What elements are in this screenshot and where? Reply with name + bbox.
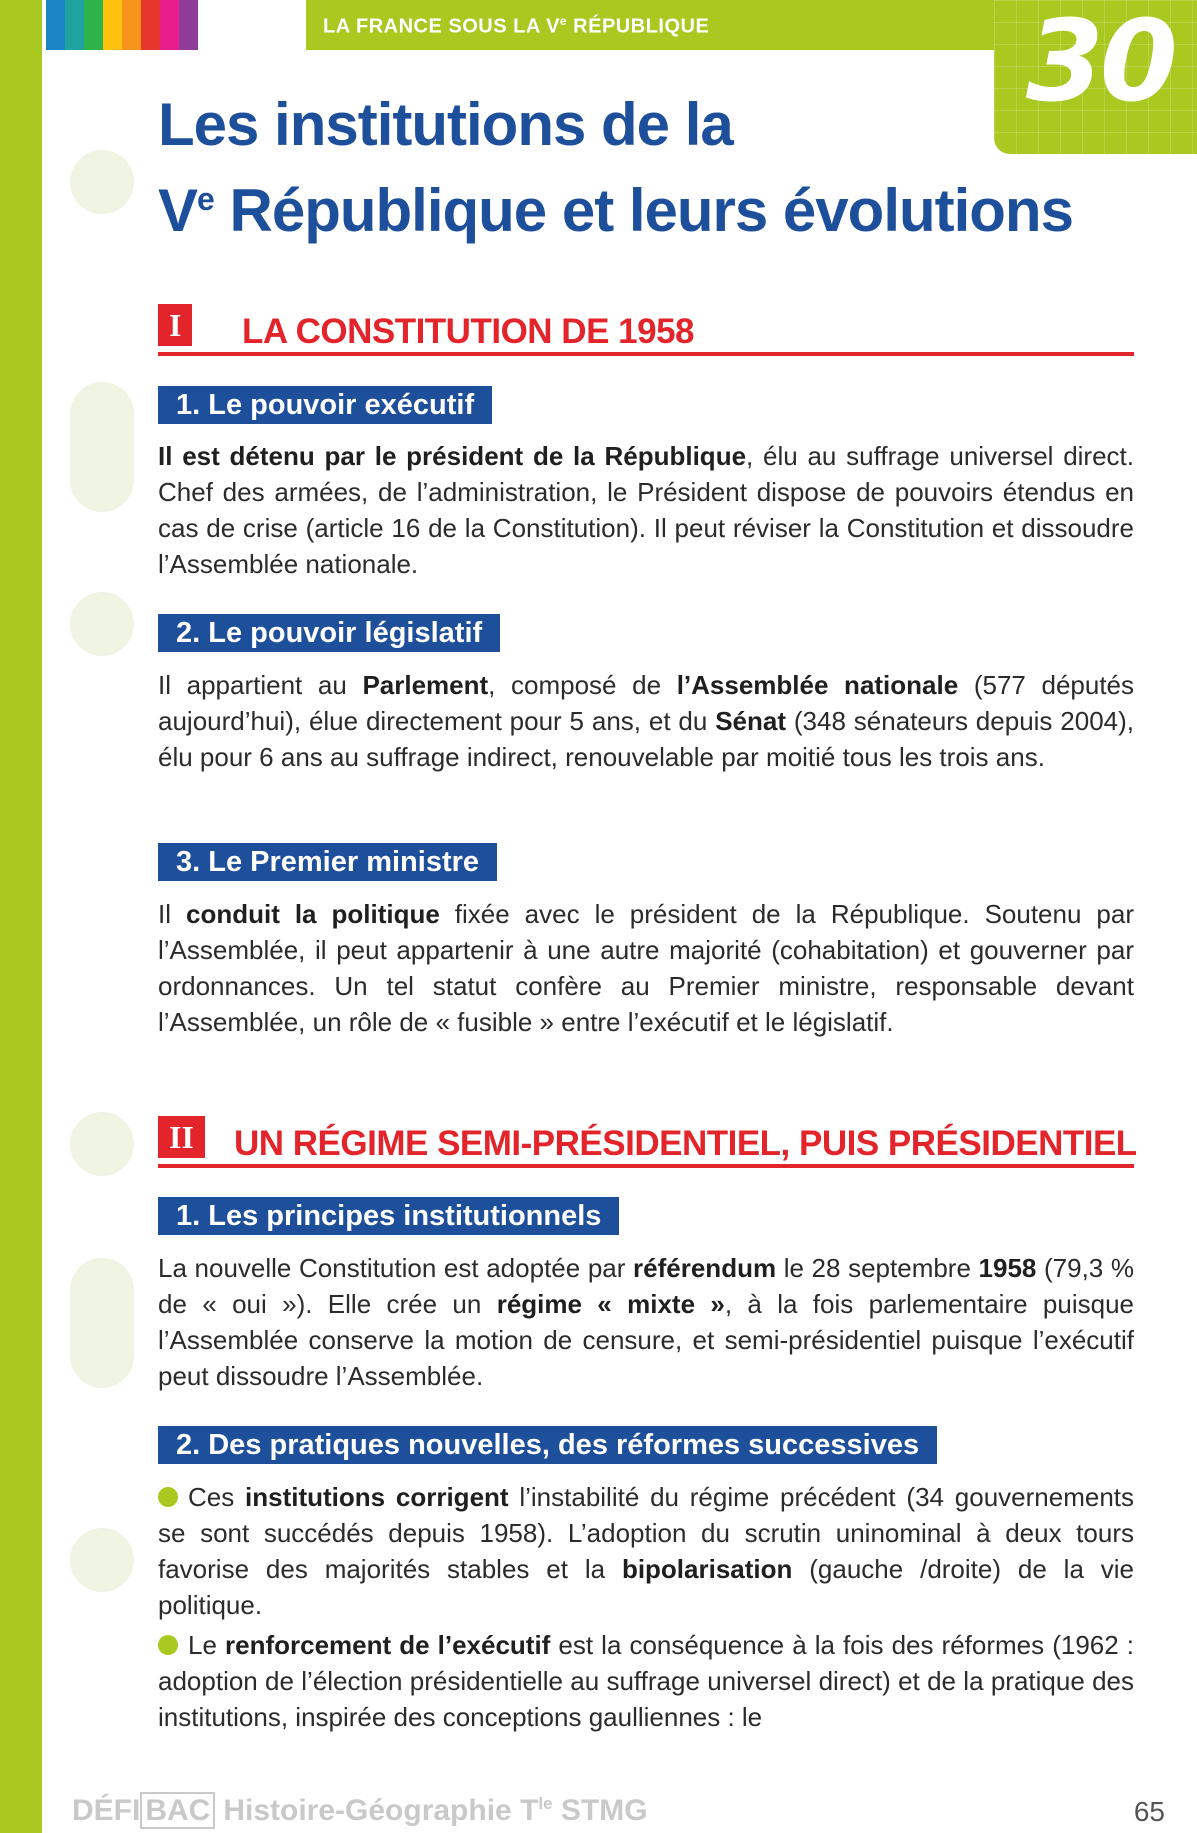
decorative-dot — [70, 150, 134, 214]
subheading-executive: 1. Le pouvoir exécutif — [158, 386, 492, 424]
decorative-dot — [70, 1528, 134, 1592]
paragraph-executive: Il est détenu par le président de la République, élu au suffrage universel direct. Chef des armées, de l’administration, le Président dispose de pouvoirs étendus en cas de crise (article 16 de la Constitution). Il peut réviser la Constitution et dissoudre l’Assemblée nationale. — [158, 441, 1134, 579]
subheading-prime-minister: 3. Le Premier ministre — [158, 843, 497, 881]
chapter-number: 30 — [1026, 0, 1174, 127]
decorative-dot — [70, 1112, 134, 1176]
color-swatch — [179, 0, 198, 50]
color-swatch — [46, 0, 65, 50]
footer-brand: DÉFI BAC Histoire-Géographie $T^{le}$ STMG — [72, 1794, 648, 1827]
color-swatch — [103, 0, 122, 50]
subheading-principles: 1. Les principes institutionnels — [158, 1197, 619, 1235]
bullet-dot-icon — [158, 1487, 178, 1507]
color-swatch — [122, 0, 141, 50]
page-number: 65 — [1133, 1796, 1165, 1827]
running-head: LA FRANCE SOUS LA Ve RÉPUBLIQUE — [323, 14, 710, 38]
color-swatch-strip — [46, 0, 198, 50]
decorative-dot — [70, 592, 134, 656]
paragraph-legislative: Il appartient au Parlement, composé de l’Assemblée nationale (577 députés aujourd’hui), élue directement pour 5 ans, et du Sénat (348 sénateurs depuis 2004), élu pour 6 ans au suffrage indirect, renouvelable par moitié tous les trois ans. — [158, 670, 1135, 772]
color-swatch — [141, 0, 160, 50]
section-rule — [158, 1164, 1134, 1168]
color-swatch — [65, 0, 84, 50]
paragraph-principles: La nouvelle Constitution est adoptée par référendum le 28 septembre 1958 (79,3 % de « oui »). Elle crée un régime « mixte », à la fois parlementaire puisque l’Assemblée conserve la motion de censure, et semi-présidentiel puisque l’exécutif peut dissoudre l’Assemblée. — [158, 1253, 1135, 1391]
subheading-legislative: 2. Le pouvoir législatif — [158, 614, 500, 652]
bullet-paragraph-institutions: Ces institutions corrigent l’instabilité du régime précédent (34 gouvernements se sont succédés depuis 1958). L’adoption du scrutin uninominal à deux tours favorise des majorités stables et la bipolarisation (gauche /droite) de la vie politique. — [158, 1482, 1135, 1620]
section-numeral: II — [158, 1116, 205, 1158]
page-title-line1: Les institutions de la — [158, 91, 733, 158]
decorative-dot — [70, 382, 134, 512]
left-accent-bar — [0, 0, 42, 1833]
color-swatch — [84, 0, 103, 50]
color-swatch — [160, 0, 179, 50]
paragraph-prime-minister: Il conduit la politique fixée avec le président de la République. Soutenu par l’Assemblée, il peut appartenir à une autre majorité (cohabitation) et gouverner par ordonnances. Un tel statut confère au Premier ministre, responsable devant l’Assemblée, un rôle de « fusible » entre l’exécutif et le législatif. — [158, 899, 1134, 1037]
bullet-dot-icon — [158, 1635, 178, 1655]
brand-bac: BAC — [140, 1792, 215, 1829]
section-numeral: I — [158, 304, 192, 346]
bullet-paragraph-executive: Le renforcement de l’exécutif est la conséquence à la fois des réformes (1962 : adoption de l’élection présidentielle au suffrage universel direct) et de la pratique des institutions, inspirée des conceptions gaulliennes : le — [158, 1630, 1134, 1732]
page-title-line2: Ve République et leurs évolutions — [158, 177, 1073, 244]
section-title: LA CONSTITUTION DE 1958 — [242, 312, 694, 351]
subheading-practices: 2. Des pratiques nouvelles, des réformes successives — [158, 1426, 937, 1464]
brand-defi: DÉFI — [72, 1794, 141, 1827]
section-title: UN RÉGIME SEMI-PRÉSIDENTIEL, PUIS PRÉSIDENTIEL — [234, 1124, 1137, 1163]
decorative-dot — [70, 1258, 134, 1388]
page-title — [158, 88, 1073, 248]
section-rule — [158, 352, 1134, 356]
